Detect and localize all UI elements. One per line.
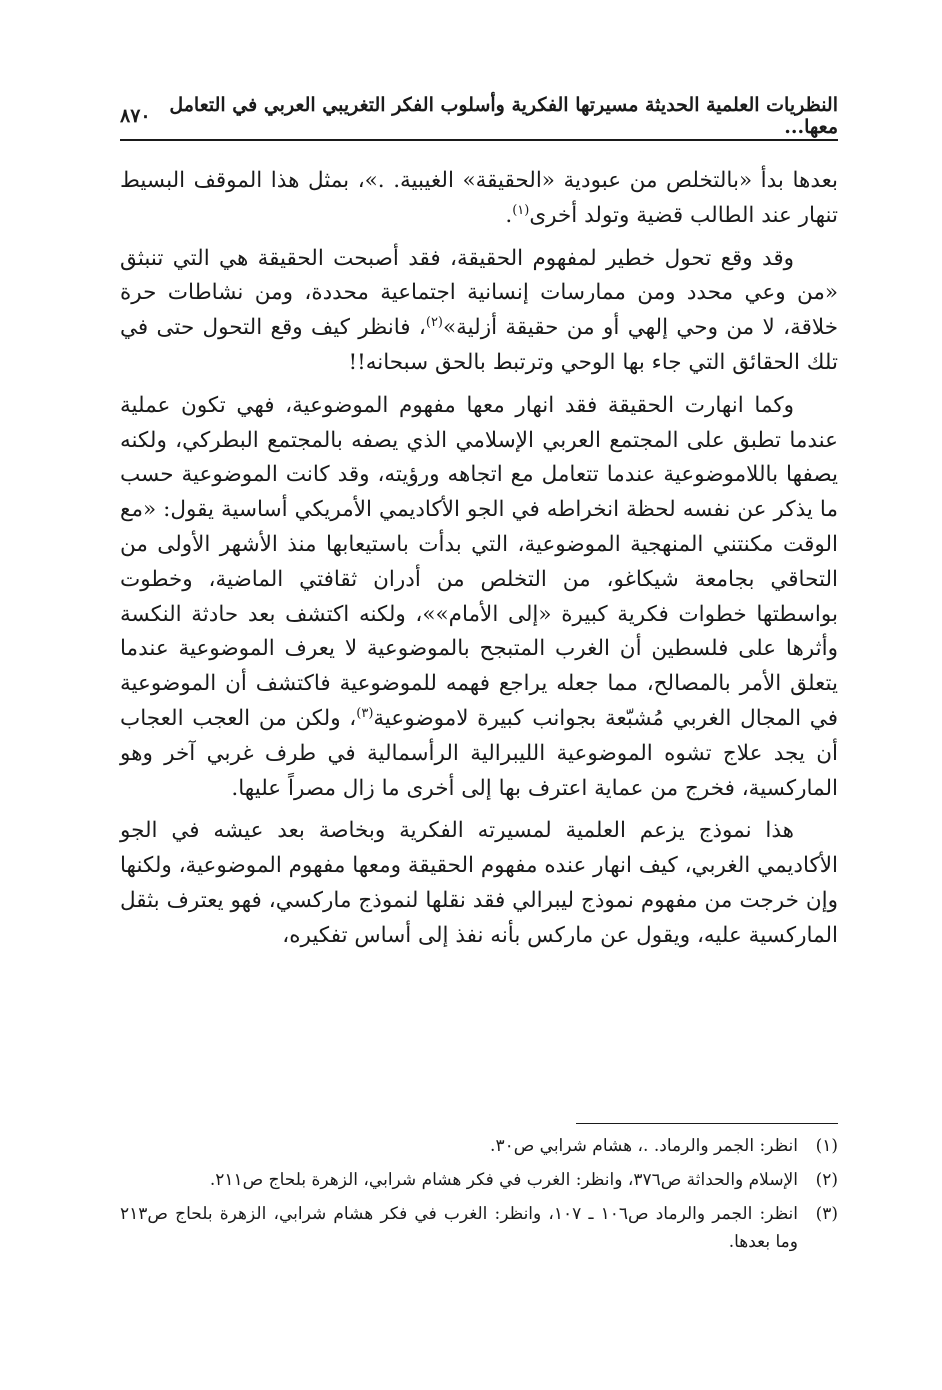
footnote-ref-3: (٣) (356, 705, 374, 721)
footnote-separator (576, 1123, 838, 1124)
footnote-item (120, 1200, 838, 1256)
footnote-text: انظر: الجمر والرماد ص١٠٦ ـ ١٠٧، وانظر: الغرب في فكر هشام شرابي، الزهرة بلحاج ص٢١٣ وما بعدها. (120, 1204, 798, 1252)
footnotes (120, 1132, 838, 1262)
footnote-ref-2: (٢) (425, 315, 443, 331)
footnote-text: انظر: الجمر والرماد. .، هشام شرابي ص٣٠. (490, 1136, 798, 1156)
running-title: النظريات العلمية الحديثة مسيرتها الفكرية وأسلوب الفكر التغريبي العربي في التعامل معها... (169, 94, 838, 138)
footnote-number: (١) (815, 1136, 838, 1156)
paragraph-4: هذا نموذج يزعم العلمية لمسيرته الفكرية وبخاصة بعد عيشه في الجو الأكاديمي الغربي، كيف انهار عنده مفهوم الحقيقة ومعها مفهوم الموضوعية، ولكنها وإن خرجت من مفهوم نموذج ليبرالي فقد نقلها لنموذج ماركسي، فهو يعترف بثقل الماركسية عليه، ويقول عن ماركس بأنه نفذ إلى أساس تفكيره، (120, 818, 838, 948)
page-number: ٨٧٠ (120, 105, 151, 127)
header-rule (120, 139, 838, 141)
main-text (120, 164, 838, 962)
footnote-item (120, 1166, 838, 1194)
paragraph-3: وكما انهارت الحقيقة فقد انهار معها مفهوم الموضوعية، فهي تكون عملية عندما تطبق على المجتمع العربي الإسلامي الذي يصفه بالمجتمع البطركي، ولكنه يصفها باللاموضوعية عندما تتعامل مع اتجاهه ورؤيته، وقد كانت الموضوعية حسب ما يذكر عن نفسه لحظة انخراطه في الجو الأكاديمي الأمريكي أساسية يقول: «مع الوقت مكنتني المنهجية الموضوعية، التي بدأت باستيعابها منذ الأشهر الأولى من التحاقي بجامعة شيكاغو، من التخلص من أدران ثقافتي الماضية، وخطوت بواسطتها خطوات فكرية كبيرة «إلى الأمام»»، ولكنه اكتشف بعد حادثة النكسة وأثرها على فلسطين أن الغرب المتبجح بالموضوعية لا يعرف الموضوعية عندما يتعلق الأمر بالمصالح، مما جعله يراجع فهمه للموضوعية فاكتشف أن الموضوعية في المجال الغربي مُشبّعة بجوانب كبيرة لاموضوعية$^{(٣)}$، ولكن من العجب العجاب أن يجد علاج تشوه الموضوعية الليبرالية الرأسمالية في طرف غربي آخر وهو الماركسية، فخرج من عماية اعترف بها إلى أخرى ما زال مصراً عليها. (120, 392, 838, 801)
paragraph-2: وقد وقع تحول خطير لمفهوم الحقيقة، فقد أصبحت الحقيقة هي التي تنبثق «من وعي محدد ومن ممارسات إنسانية اجتماعية محددة، ومن نشاطات حرة خلاقة، لا من وحي إلهي أو من حقيقة أزلية»$^{(٢)}$، فانظر كيف وقع التحول حتى في تلك الحقائق التي جاء بها الوحي وترتبط بالحق سبحانه!! (120, 245, 838, 375)
footnote-number: (٣) (815, 1204, 838, 1224)
footnote-number: (٢) (815, 1170, 838, 1190)
footnote-ref-1: (١) (512, 202, 530, 218)
paragraph-1: بعدها بدأ «بالتخلص من عبودية «الحقيقة» الغيبية. .»، بمثل هذا الموقف البسيط تنهار عند الطالب قضية وتولد أخرى$^{(١)}$. (120, 168, 838, 228)
page-header (120, 96, 838, 136)
footnote-item (120, 1132, 838, 1160)
footnote-text: الإسلام والحداثة ص٣٧٦، وانظر: الغرب في فكر هشام شرابي، الزهرة بلحاج ص٢١١. (209, 1170, 798, 1190)
